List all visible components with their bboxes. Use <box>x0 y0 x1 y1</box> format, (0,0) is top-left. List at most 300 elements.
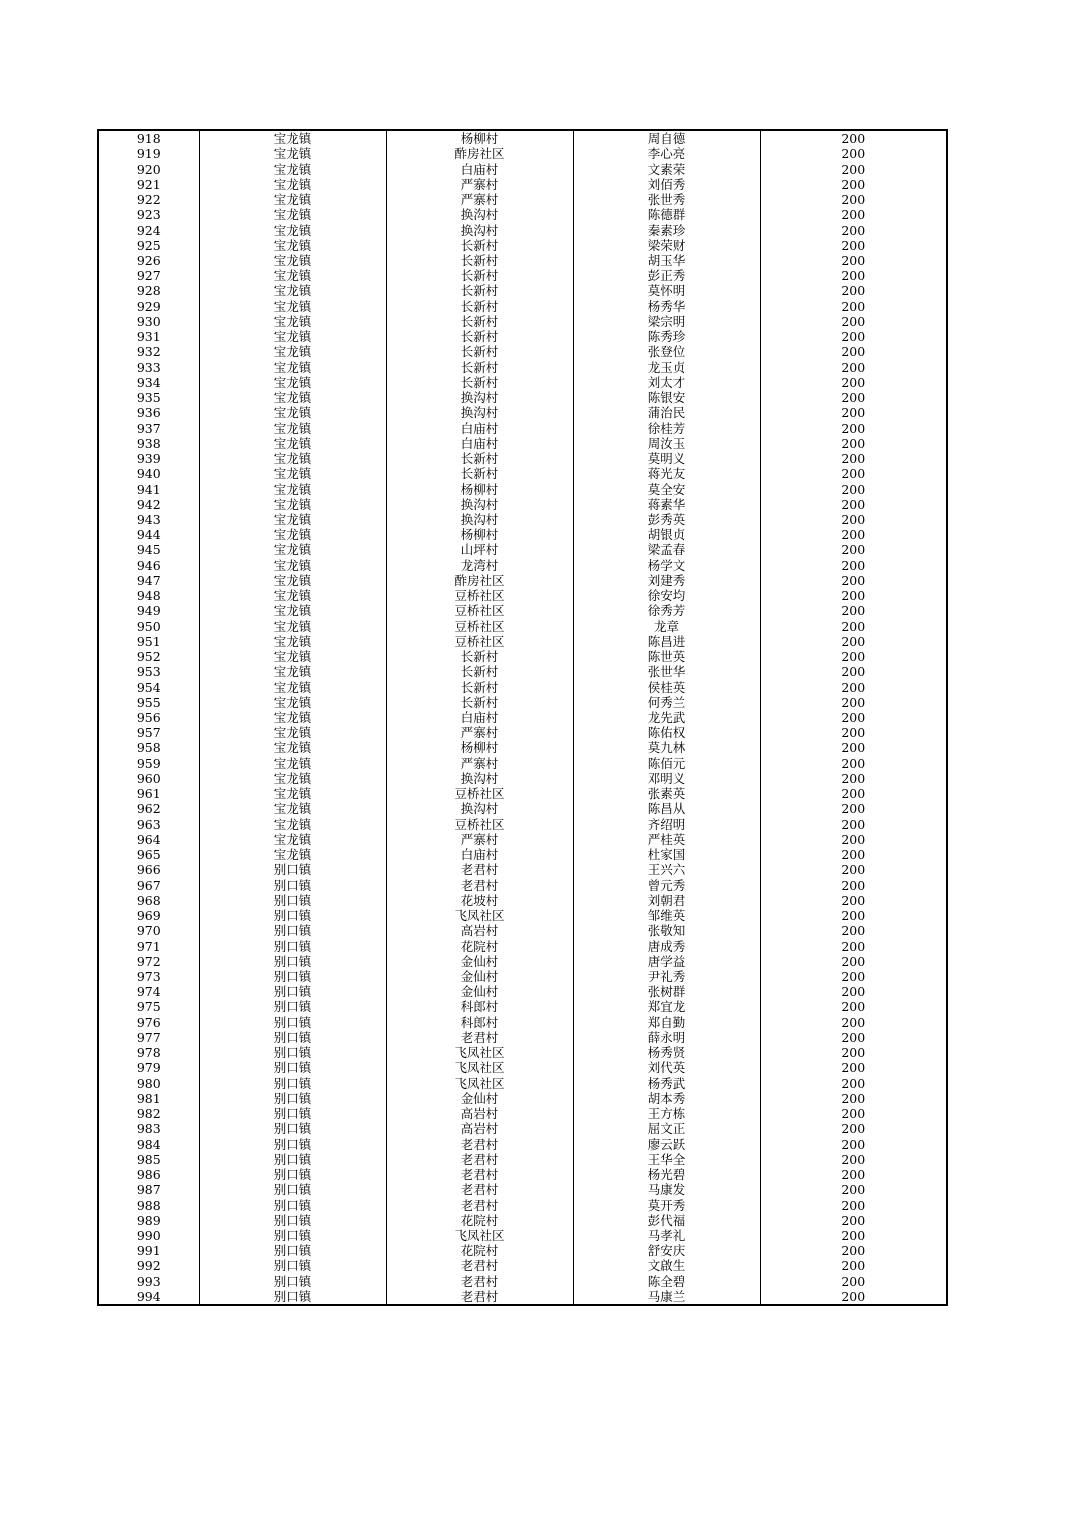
name-cell: 陈佰元 <box>573 756 760 771</box>
town-cell: 宝龙镇 <box>199 832 386 847</box>
row-number-cell: 938 <box>98 436 199 451</box>
village-cell: 老君村 <box>386 1289 573 1305</box>
table-row <box>98 360 947 375</box>
row-number-cell: 966 <box>98 862 199 877</box>
village-cell: 换沟村 <box>386 497 573 512</box>
row-number-cell: 983 <box>98 1121 199 1136</box>
amount-cell: 200 <box>760 1167 947 1182</box>
table-row <box>98 436 947 451</box>
row-number-cell: 965 <box>98 847 199 862</box>
name-cell: 唐学益 <box>573 954 760 969</box>
table-row <box>98 740 947 755</box>
town-cell: 别口镇 <box>199 877 386 892</box>
amount-cell: 200 <box>760 390 947 405</box>
table-row <box>98 1197 947 1212</box>
name-cell: 陈全碧 <box>573 1274 760 1289</box>
row-number-cell: 967 <box>98 877 199 892</box>
table-row <box>98 969 947 984</box>
village-cell: 严寨村 <box>386 192 573 207</box>
amount-cell: 200 <box>760 1045 947 1060</box>
town-cell: 别口镇 <box>199 1121 386 1136</box>
row-number-cell: 984 <box>98 1136 199 1151</box>
amount-cell: 200 <box>760 405 947 420</box>
roster-sheet <box>97 129 946 1306</box>
table-row <box>98 634 947 649</box>
name-cell: 张敬知 <box>573 923 760 938</box>
town-cell: 宝龙镇 <box>199 527 386 542</box>
row-number-cell: 940 <box>98 466 199 481</box>
name-cell: 王方栋 <box>573 1106 760 1121</box>
row-number-cell: 964 <box>98 832 199 847</box>
name-cell: 胡本秀 <box>573 1091 760 1106</box>
village-cell: 长新村 <box>386 329 573 344</box>
name-cell: 胡玉华 <box>573 253 760 268</box>
table-row <box>98 268 947 283</box>
amount-cell: 200 <box>760 695 947 710</box>
town-cell: 别口镇 <box>199 954 386 969</box>
name-cell: 陈世英 <box>573 649 760 664</box>
table-row <box>98 1228 947 1243</box>
amount-cell: 200 <box>760 634 947 649</box>
name-cell: 莫明义 <box>573 451 760 466</box>
table-row <box>98 1289 947 1305</box>
table-row <box>98 1076 947 1091</box>
name-cell: 文素荣 <box>573 161 760 176</box>
amount-cell: 200 <box>760 1030 947 1045</box>
town-cell: 宝龙镇 <box>199 847 386 862</box>
row-number-cell: 949 <box>98 603 199 618</box>
table-row <box>98 466 947 481</box>
name-cell: 陈秀珍 <box>573 329 760 344</box>
row-number-cell: 952 <box>98 649 199 664</box>
table-row <box>98 801 947 816</box>
name-cell: 彭正秀 <box>573 268 760 283</box>
name-cell: 王兴六 <box>573 862 760 877</box>
name-cell: 郑自勤 <box>573 1015 760 1030</box>
name-cell: 张世华 <box>573 664 760 679</box>
village-cell: 花院村 <box>386 938 573 953</box>
row-number-cell: 973 <box>98 969 199 984</box>
amount-cell: 200 <box>760 1228 947 1243</box>
name-cell: 张登位 <box>573 344 760 359</box>
table-row <box>98 1213 947 1228</box>
name-cell: 蒋素华 <box>573 497 760 512</box>
name-cell: 龙玉贞 <box>573 360 760 375</box>
row-number-cell: 972 <box>98 954 199 969</box>
town-cell: 宝龙镇 <box>199 390 386 405</box>
name-cell: 邓明义 <box>573 771 760 786</box>
row-number-cell: 990 <box>98 1228 199 1243</box>
village-cell: 高岩村 <box>386 1121 573 1136</box>
town-cell: 宝龙镇 <box>199 314 386 329</box>
name-cell: 尹礼秀 <box>573 969 760 984</box>
amount-cell: 200 <box>760 999 947 1014</box>
town-cell: 别口镇 <box>199 1091 386 1106</box>
table-row <box>98 375 947 390</box>
town-cell: 宝龙镇 <box>199 649 386 664</box>
name-cell: 梁宗明 <box>573 314 760 329</box>
name-cell: 徐桂芳 <box>573 420 760 435</box>
name-cell: 马康发 <box>573 1182 760 1197</box>
table-row <box>98 664 947 679</box>
amount-cell: 200 <box>760 1152 947 1167</box>
village-cell: 豆桥社区 <box>386 619 573 634</box>
town-cell: 别口镇 <box>199 908 386 923</box>
town-cell: 宝龙镇 <box>199 756 386 771</box>
town-cell: 宝龙镇 <box>199 238 386 253</box>
name-cell: 周汝玉 <box>573 436 760 451</box>
amount-cell: 200 <box>760 130 947 146</box>
table-row <box>98 862 947 877</box>
row-number-cell: 993 <box>98 1274 199 1289</box>
name-cell: 莫开秀 <box>573 1197 760 1212</box>
table-row <box>98 573 947 588</box>
row-number-cell: 921 <box>98 177 199 192</box>
name-cell: 徐安均 <box>573 588 760 603</box>
amount-cell: 200 <box>760 481 947 496</box>
village-cell: 白庙村 <box>386 161 573 176</box>
village-cell: 科郎村 <box>386 1015 573 1030</box>
row-number-cell: 958 <box>98 740 199 755</box>
amount-cell: 200 <box>760 679 947 694</box>
table-row <box>98 329 947 344</box>
village-cell: 老君村 <box>386 1182 573 1197</box>
table-row <box>98 984 947 999</box>
village-cell: 长新村 <box>386 238 573 253</box>
village-cell: 金仙村 <box>386 954 573 969</box>
village-cell: 高岩村 <box>386 1106 573 1121</box>
village-cell: 花院村 <box>386 1243 573 1258</box>
town-cell: 别口镇 <box>199 1243 386 1258</box>
table-row <box>98 588 947 603</box>
row-number-cell: 954 <box>98 679 199 694</box>
table-row <box>98 1243 947 1258</box>
table-row <box>98 679 947 694</box>
table-row <box>98 512 947 527</box>
amount-cell: 200 <box>760 222 947 237</box>
town-cell: 别口镇 <box>199 1015 386 1030</box>
village-cell: 长新村 <box>386 664 573 679</box>
row-number-cell: 953 <box>98 664 199 679</box>
name-cell: 杨学文 <box>573 558 760 573</box>
name-cell: 莫全安 <box>573 481 760 496</box>
table-row <box>98 1136 947 1151</box>
row-number-cell: 982 <box>98 1106 199 1121</box>
amount-cell: 200 <box>760 466 947 481</box>
town-cell: 宝龙镇 <box>199 619 386 634</box>
table-row <box>98 832 947 847</box>
row-number-cell: 946 <box>98 558 199 573</box>
name-cell: 彭代福 <box>573 1213 760 1228</box>
village-cell: 老君村 <box>386 1274 573 1289</box>
table-row <box>98 649 947 664</box>
row-number-cell: 994 <box>98 1289 199 1305</box>
name-cell: 梁孟春 <box>573 542 760 557</box>
village-cell: 换沟村 <box>386 222 573 237</box>
village-cell: 飞凤社区 <box>386 1045 573 1060</box>
village-cell: 换沟村 <box>386 207 573 222</box>
roster-table <box>97 129 948 1306</box>
table-row <box>98 771 947 786</box>
village-cell: 严寨村 <box>386 756 573 771</box>
name-cell: 刘太才 <box>573 375 760 390</box>
name-cell: 马孝礼 <box>573 1228 760 1243</box>
table-row <box>98 558 947 573</box>
village-cell: 长新村 <box>386 451 573 466</box>
name-cell: 周自德 <box>573 130 760 146</box>
town-cell: 宝龙镇 <box>199 481 386 496</box>
town-cell: 别口镇 <box>199 1060 386 1075</box>
table-row <box>98 923 947 938</box>
village-cell: 老君村 <box>386 1258 573 1273</box>
town-cell: 宝龙镇 <box>199 497 386 512</box>
amount-cell: 200 <box>760 283 947 298</box>
village-cell: 严寨村 <box>386 177 573 192</box>
town-cell: 别口镇 <box>199 938 386 953</box>
village-cell: 科郎村 <box>386 999 573 1014</box>
row-number-cell: 977 <box>98 1030 199 1045</box>
village-cell: 老君村 <box>386 877 573 892</box>
village-cell: 酢房社区 <box>386 146 573 161</box>
row-number-cell: 930 <box>98 314 199 329</box>
amount-cell: 200 <box>760 238 947 253</box>
name-cell: 莫怀明 <box>573 283 760 298</box>
name-cell: 刘朝君 <box>573 893 760 908</box>
village-cell: 长新村 <box>386 649 573 664</box>
table-row <box>98 1274 947 1289</box>
row-number-cell: 978 <box>98 1045 199 1060</box>
town-cell: 别口镇 <box>199 999 386 1014</box>
village-cell: 换沟村 <box>386 405 573 420</box>
town-cell: 宝龙镇 <box>199 466 386 481</box>
amount-cell: 200 <box>760 573 947 588</box>
village-cell: 长新村 <box>386 679 573 694</box>
village-cell: 白庙村 <box>386 436 573 451</box>
row-number-cell: 918 <box>98 130 199 146</box>
name-cell: 陈银安 <box>573 390 760 405</box>
row-number-cell: 985 <box>98 1152 199 1167</box>
table-row <box>98 619 947 634</box>
name-cell: 侯桂英 <box>573 679 760 694</box>
amount-cell: 200 <box>760 1197 947 1212</box>
name-cell: 邹维英 <box>573 908 760 923</box>
table-row <box>98 299 947 314</box>
town-cell: 别口镇 <box>199 1182 386 1197</box>
name-cell: 齐绍明 <box>573 817 760 832</box>
village-cell: 金仙村 <box>386 984 573 999</box>
name-cell: 刘代英 <box>573 1060 760 1075</box>
village-cell: 换沟村 <box>386 390 573 405</box>
table-row <box>98 420 947 435</box>
village-cell: 金仙村 <box>386 969 573 984</box>
name-cell: 陈佑权 <box>573 725 760 740</box>
row-number-cell: 936 <box>98 405 199 420</box>
amount-cell: 200 <box>760 177 947 192</box>
amount-cell: 200 <box>760 527 947 542</box>
table-row <box>98 1030 947 1045</box>
table-row <box>98 238 947 253</box>
row-number-cell: 945 <box>98 542 199 557</box>
village-cell: 豆桥社区 <box>386 634 573 649</box>
row-number-cell: 959 <box>98 756 199 771</box>
town-cell: 别口镇 <box>199 862 386 877</box>
name-cell: 张树群 <box>573 984 760 999</box>
row-number-cell: 923 <box>98 207 199 222</box>
name-cell: 薛永明 <box>573 1030 760 1045</box>
row-number-cell: 955 <box>98 695 199 710</box>
table-row <box>98 1060 947 1075</box>
town-cell: 宝龙镇 <box>199 253 386 268</box>
amount-cell: 200 <box>760 161 947 176</box>
table-row <box>98 161 947 176</box>
table-row <box>98 177 947 192</box>
town-cell: 宝龙镇 <box>199 451 386 466</box>
table-row <box>98 1182 947 1197</box>
town-cell: 宝龙镇 <box>199 695 386 710</box>
town-cell: 宝龙镇 <box>199 329 386 344</box>
name-cell: 陈德群 <box>573 207 760 222</box>
table-row <box>98 817 947 832</box>
row-number-cell: 968 <box>98 893 199 908</box>
amount-cell: 200 <box>760 619 947 634</box>
village-cell: 花坡村 <box>386 893 573 908</box>
town-cell: 别口镇 <box>199 1136 386 1151</box>
village-cell: 长新村 <box>386 268 573 283</box>
amount-cell: 200 <box>760 786 947 801</box>
row-number-cell: 976 <box>98 1015 199 1030</box>
town-cell: 别口镇 <box>199 969 386 984</box>
table-row <box>98 542 947 557</box>
town-cell: 宝龙镇 <box>199 375 386 390</box>
table-row <box>98 695 947 710</box>
amount-cell: 200 <box>760 146 947 161</box>
town-cell: 别口镇 <box>199 893 386 908</box>
village-cell: 老君村 <box>386 1030 573 1045</box>
table-row <box>98 1258 947 1273</box>
row-number-cell: 948 <box>98 588 199 603</box>
row-number-cell: 960 <box>98 771 199 786</box>
town-cell: 别口镇 <box>199 1152 386 1167</box>
amount-cell: 200 <box>760 740 947 755</box>
amount-cell: 200 <box>760 969 947 984</box>
town-cell: 别口镇 <box>199 1030 386 1045</box>
table-row <box>98 725 947 740</box>
name-cell: 龙先武 <box>573 710 760 725</box>
village-cell: 山坪村 <box>386 542 573 557</box>
table-row <box>98 207 947 222</box>
name-cell: 莫九林 <box>573 740 760 755</box>
row-number-cell: 950 <box>98 619 199 634</box>
village-cell: 老君村 <box>386 862 573 877</box>
row-number-cell: 980 <box>98 1076 199 1091</box>
row-number-cell: 919 <box>98 146 199 161</box>
village-cell: 飞凤社区 <box>386 1060 573 1075</box>
table-row <box>98 314 947 329</box>
village-cell: 白庙村 <box>386 710 573 725</box>
row-number-cell: 925 <box>98 238 199 253</box>
table-row <box>98 497 947 512</box>
village-cell: 飞凤社区 <box>386 1228 573 1243</box>
amount-cell: 200 <box>760 1258 947 1273</box>
table-row <box>98 344 947 359</box>
name-cell: 郑宜龙 <box>573 999 760 1014</box>
table-row <box>98 786 947 801</box>
row-number-cell: 922 <box>98 192 199 207</box>
name-cell: 李心亮 <box>573 146 760 161</box>
roster-table-body <box>98 130 947 1305</box>
row-number-cell: 974 <box>98 984 199 999</box>
village-cell: 杨柳村 <box>386 130 573 146</box>
village-cell: 豆桥社区 <box>386 817 573 832</box>
village-cell: 长新村 <box>386 375 573 390</box>
village-cell: 酢房社区 <box>386 573 573 588</box>
amount-cell: 200 <box>760 1289 947 1305</box>
amount-cell: 200 <box>760 877 947 892</box>
amount-cell: 200 <box>760 664 947 679</box>
amount-cell: 200 <box>760 253 947 268</box>
row-number-cell: 992 <box>98 1258 199 1273</box>
name-cell: 杜家国 <box>573 847 760 862</box>
town-cell: 别口镇 <box>199 1274 386 1289</box>
table-row <box>98 938 947 953</box>
name-cell: 文啟生 <box>573 1258 760 1273</box>
village-cell: 龙湾村 <box>386 558 573 573</box>
row-number-cell: 961 <box>98 786 199 801</box>
village-cell: 严寨村 <box>386 832 573 847</box>
amount-cell: 200 <box>760 649 947 664</box>
name-cell: 陈昌进 <box>573 634 760 649</box>
amount-cell: 200 <box>760 756 947 771</box>
town-cell: 宝龙镇 <box>199 344 386 359</box>
amount-cell: 200 <box>760 344 947 359</box>
village-cell: 高岩村 <box>386 923 573 938</box>
amount-cell: 200 <box>760 817 947 832</box>
row-number-cell: 969 <box>98 908 199 923</box>
row-number-cell: 957 <box>98 725 199 740</box>
amount-cell: 200 <box>760 847 947 862</box>
row-number-cell: 962 <box>98 801 199 816</box>
town-cell: 宝龙镇 <box>199 130 386 146</box>
table-row <box>98 710 947 725</box>
town-cell: 别口镇 <box>199 1213 386 1228</box>
row-number-cell: 934 <box>98 375 199 390</box>
village-cell: 豆桥社区 <box>386 786 573 801</box>
amount-cell: 200 <box>760 1243 947 1258</box>
town-cell: 宝龙镇 <box>199 801 386 816</box>
town-cell: 宝龙镇 <box>199 177 386 192</box>
town-cell: 宝龙镇 <box>199 603 386 618</box>
amount-cell: 200 <box>760 542 947 557</box>
row-number-cell: 963 <box>98 817 199 832</box>
table-row <box>98 1121 947 1136</box>
name-cell: 杨秀华 <box>573 299 760 314</box>
amount-cell: 200 <box>760 360 947 375</box>
row-number-cell: 929 <box>98 299 199 314</box>
amount-cell: 200 <box>760 375 947 390</box>
amount-cell: 200 <box>760 1076 947 1091</box>
amount-cell: 200 <box>760 436 947 451</box>
table-row <box>98 847 947 862</box>
town-cell: 宝龙镇 <box>199 786 386 801</box>
name-cell: 张世秀 <box>573 192 760 207</box>
town-cell: 别口镇 <box>199 1228 386 1243</box>
row-number-cell: 951 <box>98 634 199 649</box>
village-cell: 长新村 <box>386 314 573 329</box>
name-cell: 龙章 <box>573 619 760 634</box>
table-row <box>98 481 947 496</box>
town-cell: 别口镇 <box>199 1258 386 1273</box>
row-number-cell: 943 <box>98 512 199 527</box>
